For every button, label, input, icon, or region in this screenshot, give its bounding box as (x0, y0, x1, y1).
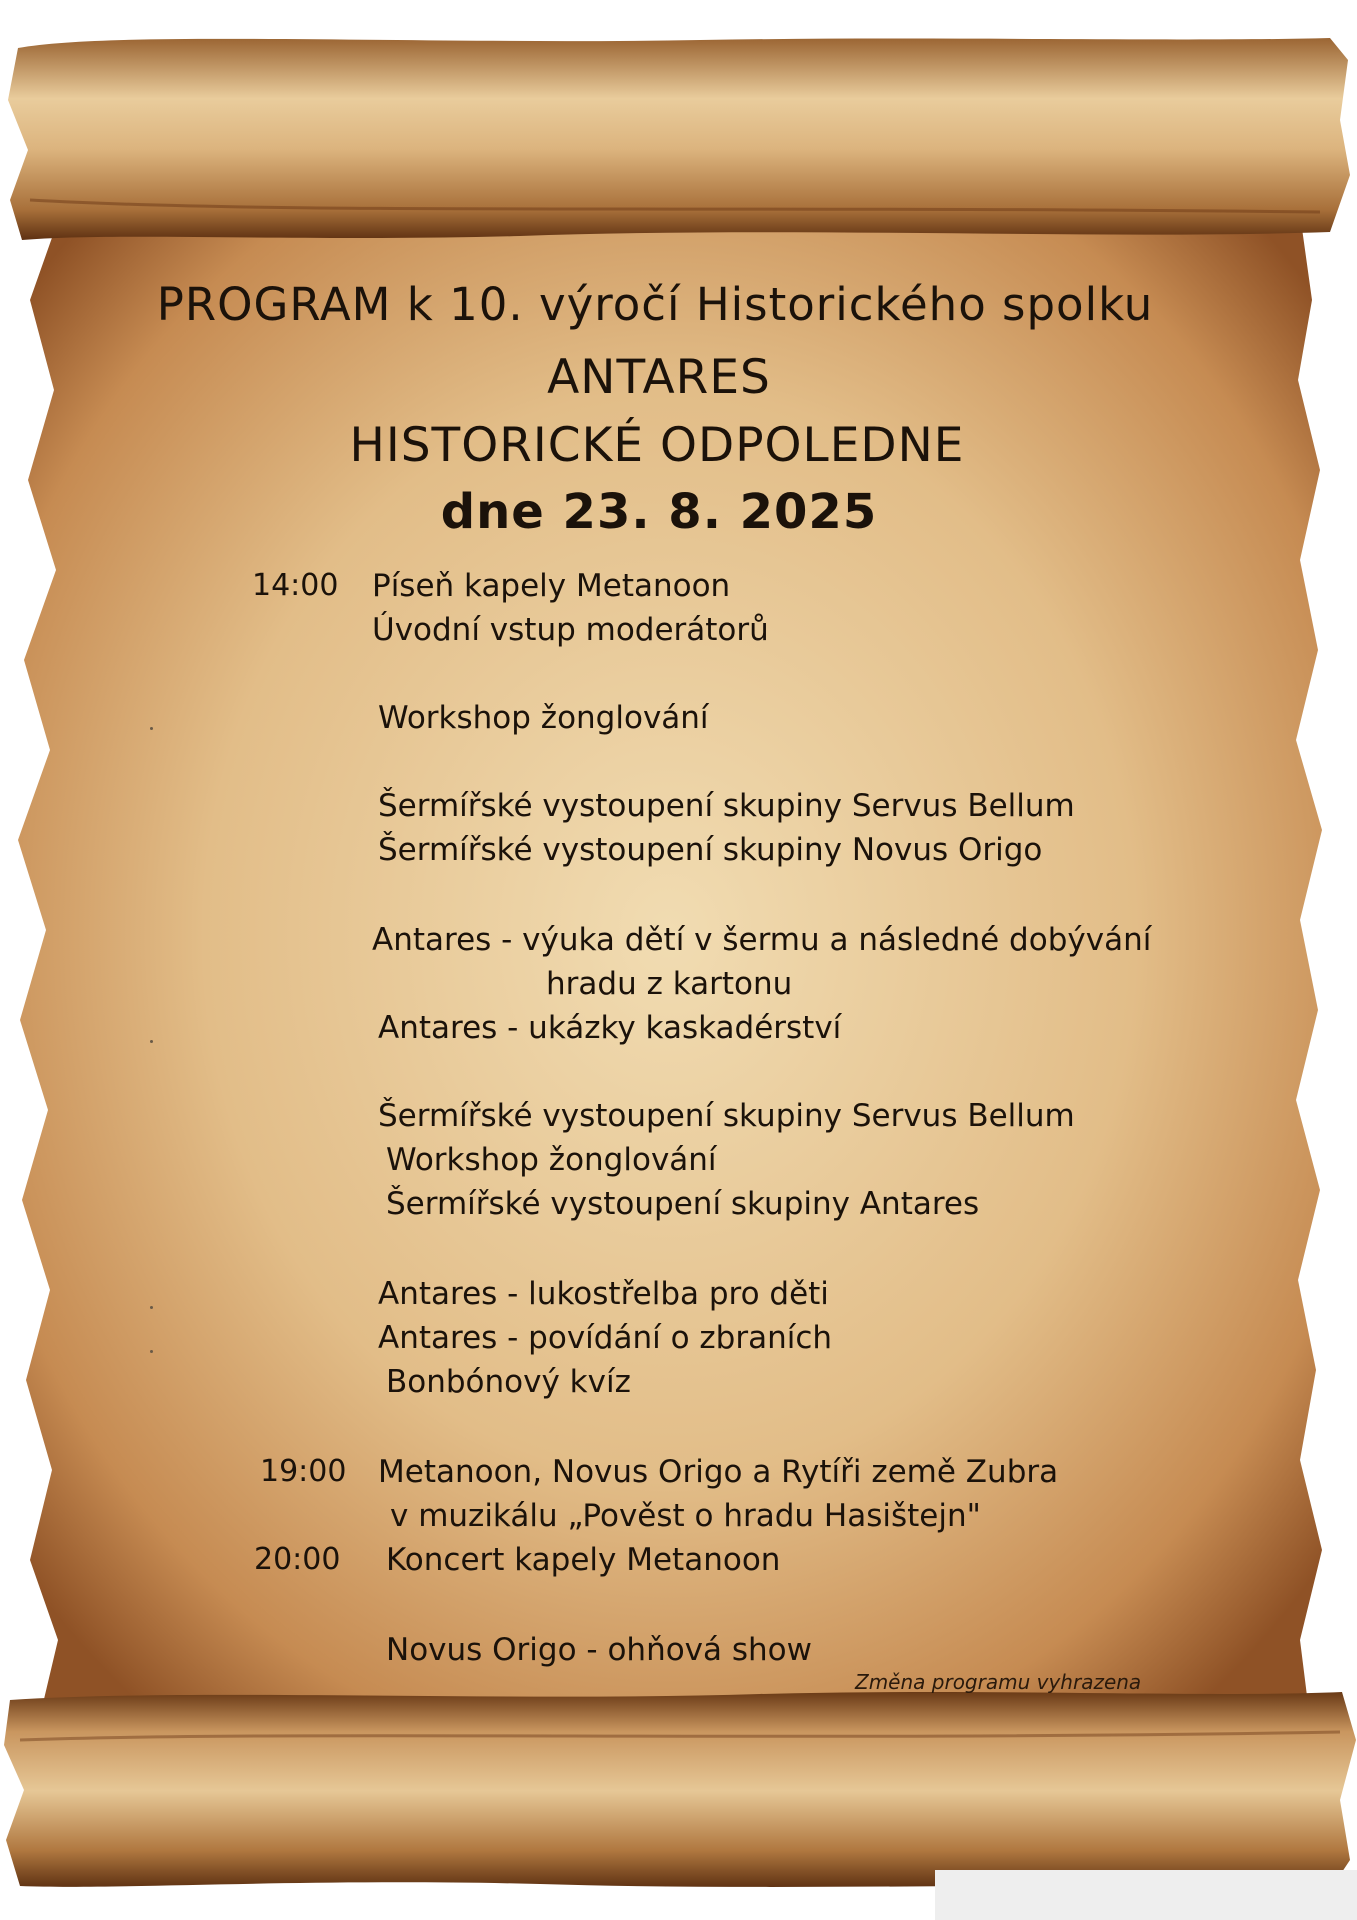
schedule-activity: Úvodní vstup moderátorů (372, 612, 769, 648)
schedule-activity: Šermířské vystoupení skupiny Novus Origo (378, 832, 1043, 868)
schedule-activity: Bonbónový kvíz (386, 1364, 631, 1400)
schedule-activity: Workshop žonglování (378, 700, 709, 736)
schedule-activity: Metanoon, Novus Origo a Rytíři země Zubra (378, 1454, 1059, 1490)
schedule-activity: Šermířské vystoupení skupiny Antares (386, 1186, 980, 1222)
schedule-time: 14:00 (252, 568, 339, 603)
program-change-note: Změna programu vyhrazena (855, 1670, 1142, 1694)
corner-overlay (935, 1870, 1357, 1920)
margin-dot (150, 1040, 153, 1043)
organization-name: ANTARES (547, 350, 771, 405)
schedule-activity: Antares - ukázky kaskadérství (378, 1010, 842, 1046)
program-title: PROGRAM k 10. výročí Historického spolku (156, 278, 1154, 331)
margin-dot (150, 1306, 153, 1309)
schedule-activity: Koncert kapely Metanoon (386, 1542, 781, 1578)
schedule-activity: v muzikálu „Pověst o hradu Hasištejn" (390, 1498, 981, 1534)
margin-dot (150, 1350, 153, 1353)
event-date: dne 23. 8. 2025 (440, 484, 878, 540)
schedule-activity: Antares - povídání o zbraních (378, 1320, 833, 1356)
event-name: HISTORICKÉ ODPOLEDNE (349, 418, 965, 473)
schedule-activity: Workshop žonglování (386, 1142, 717, 1178)
schedule-activity: Píseň kapely Metanoon (372, 568, 731, 604)
schedule-activity: Antares - výuka dětí v šermu a následné dobývání (372, 922, 1152, 958)
schedule-time: 19:00 (260, 1454, 347, 1489)
schedule-activity: hradu z kartonu (546, 966, 793, 1002)
schedule-time: 20:00 (254, 1542, 341, 1577)
schedule-activity: Antares - lukostřelba pro děti (378, 1276, 829, 1312)
schedule-activity: Novus Origo - ohňová show (386, 1632, 812, 1668)
schedule-activity: Šermířské vystoupení skupiny Servus Bellum (378, 1098, 1075, 1134)
schedule-activity: Šermířské vystoupení skupiny Servus Bellum (378, 788, 1075, 824)
margin-dot (150, 727, 153, 730)
